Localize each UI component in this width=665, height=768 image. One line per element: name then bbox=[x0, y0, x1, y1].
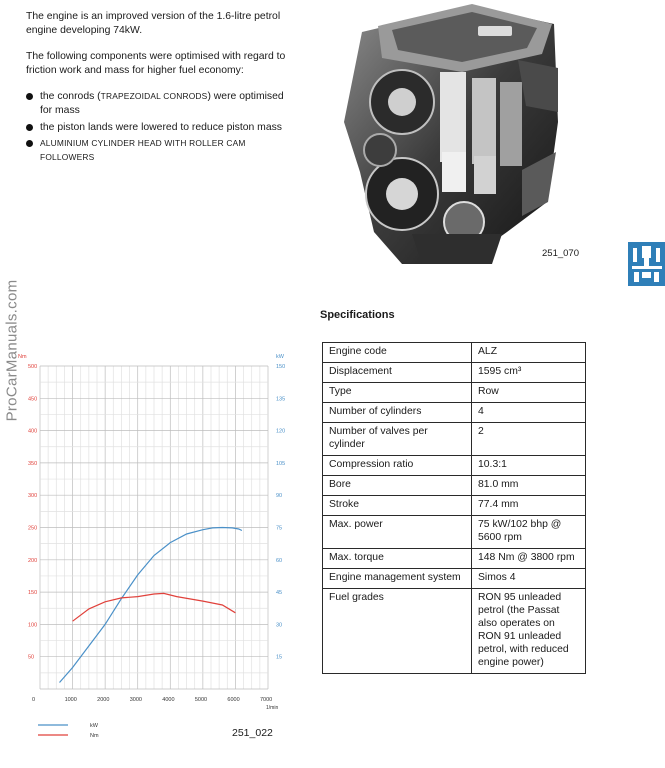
spec-value: RON 95 unleaded petrol (the Passat also operates on RON 91 unleaded petrol, with reduced engine power) bbox=[472, 589, 586, 674]
power-torque-chart bbox=[18, 336, 303, 756]
x-axis-unit: 1/min bbox=[266, 705, 279, 711]
spec-value: 2 bbox=[472, 423, 586, 456]
intro-paragraph-2: The following components were optimised with regard to friction work and mass for higher fuel economy: bbox=[26, 51, 286, 76]
table-row bbox=[323, 403, 586, 423]
engine-section-icon bbox=[628, 242, 665, 286]
y-tick-label-left: 300 bbox=[28, 493, 38, 500]
list-item-smallcaps: ALUMINIUM CYLINDER HEAD WITH ROLLER CAM FOLLOWERS bbox=[40, 138, 246, 162]
spec-label: Number of cylinders bbox=[323, 403, 472, 423]
y-tick-label-right: 105 bbox=[276, 460, 286, 467]
engine-figure-caption: 251_070 bbox=[542, 248, 579, 259]
x-tick-label: 6000 bbox=[227, 697, 240, 703]
y-tick-label-right: 15 bbox=[276, 654, 283, 661]
intro-text bbox=[26, 10, 296, 167]
x-tick-label: 4000 bbox=[162, 697, 175, 703]
y-tick-label-right: 30 bbox=[276, 622, 283, 629]
spec-label: Fuel grades bbox=[323, 589, 472, 674]
spec-value: ALZ bbox=[472, 343, 586, 363]
spec-label: Engine code bbox=[323, 343, 472, 363]
y-tick-label-right: 75 bbox=[276, 525, 283, 532]
spec-label: Bore bbox=[323, 476, 472, 496]
list-item-smallcaps: TRAPEZOIDAL CONRODS bbox=[100, 91, 208, 102]
table-row bbox=[323, 496, 586, 516]
table-row bbox=[323, 363, 586, 383]
spec-value: 75 kW/102 bhp @ 5600 rpm bbox=[472, 516, 586, 549]
list-item-text: the piston lands were lowered to reduce piston mass bbox=[40, 121, 283, 133]
x-tick-label: 3000 bbox=[129, 697, 142, 703]
y-tick-label-right: 45 bbox=[276, 590, 283, 597]
spec-label: Engine management system bbox=[323, 569, 472, 589]
spec-label: Max. torque bbox=[323, 549, 472, 569]
table-row bbox=[323, 383, 586, 403]
y-tick-label-left: 350 bbox=[28, 460, 38, 467]
specifications-heading: Specifications bbox=[320, 309, 395, 321]
list-item-text: the conrods ( bbox=[40, 91, 101, 103]
table-row bbox=[323, 423, 586, 456]
table-row bbox=[323, 456, 586, 476]
engine-tab-icon bbox=[628, 242, 665, 286]
optimisation-list bbox=[26, 90, 296, 164]
y-tick-label-right: 150 bbox=[276, 364, 286, 370]
table-row bbox=[323, 516, 586, 549]
series-line-kW bbox=[60, 528, 242, 683]
spec-value: Row bbox=[472, 383, 586, 403]
list-item bbox=[26, 137, 296, 164]
legend-label-Nm: Nm bbox=[90, 733, 99, 739]
y-tick-label-right: 60 bbox=[276, 557, 283, 564]
table-row bbox=[323, 343, 586, 363]
spec-value: 77.4 mm bbox=[472, 496, 586, 516]
x-tick-label: 2000 bbox=[97, 697, 110, 703]
engine-illustration bbox=[322, 2, 590, 272]
y-tick-label-left: 250 bbox=[28, 525, 38, 532]
x-tick-label: 1000 bbox=[64, 697, 77, 703]
spec-label: Compression ratio bbox=[323, 456, 472, 476]
spec-label: Number of valves per cylinder bbox=[323, 423, 472, 456]
intro-paragraph-1: The engine is an improved version of the 1.6-litre petrol engine developing 74kW. bbox=[26, 11, 281, 36]
spec-value: 148 Nm @ 3800 rpm bbox=[472, 549, 586, 569]
y-tick-label-left: 450 bbox=[28, 396, 38, 403]
list-item-text: ) were optimised for mass bbox=[40, 91, 284, 116]
y-tick-label-right: 120 bbox=[276, 428, 286, 435]
y-tick-label-right: 135 bbox=[276, 396, 286, 403]
engine-cutaway-image bbox=[322, 2, 590, 272]
list-item bbox=[26, 90, 296, 117]
spec-value: 4 bbox=[472, 403, 586, 423]
table-row bbox=[323, 569, 586, 589]
x-tick-label: 0 bbox=[32, 697, 36, 703]
x-tick-label: 5000 bbox=[194, 697, 208, 703]
y-tick-label-left: 200 bbox=[28, 557, 38, 564]
watermark: ProCarManuals.com bbox=[3, 279, 21, 422]
spec-value: 1595 cm³ bbox=[472, 363, 586, 383]
spec-label: Stroke bbox=[323, 496, 472, 516]
spec-label: Max. power bbox=[323, 516, 472, 549]
left-axis-label: Nm bbox=[18, 354, 27, 360]
specifications-table bbox=[322, 342, 586, 674]
chart-figure-caption: 251_022 bbox=[232, 727, 273, 739]
y-tick-label-right: 90 bbox=[276, 493, 283, 500]
y-tick-label-left: 50 bbox=[28, 654, 35, 661]
y-tick-label-left: 100 bbox=[28, 622, 38, 629]
y-tick-label-left: 400 bbox=[28, 428, 38, 435]
right-axis-label: kW bbox=[276, 354, 284, 360]
spec-value: 10.3:1 bbox=[472, 456, 586, 476]
y-tick-label-left: 500 bbox=[28, 364, 38, 370]
spec-value: Simos 4 bbox=[472, 569, 586, 589]
spec-label: Displacement bbox=[323, 363, 472, 383]
chart-svg bbox=[18, 336, 303, 756]
table-row bbox=[323, 549, 586, 569]
spec-value: 81.0 mm bbox=[472, 476, 586, 496]
list-item bbox=[26, 121, 296, 135]
legend-label-kW: kW bbox=[90, 723, 98, 729]
table-row bbox=[323, 476, 586, 496]
x-tick-label: 7000 bbox=[260, 697, 273, 703]
spec-label: Type bbox=[323, 383, 472, 403]
y-tick-label-left: 150 bbox=[28, 590, 38, 597]
table-row bbox=[323, 589, 586, 674]
